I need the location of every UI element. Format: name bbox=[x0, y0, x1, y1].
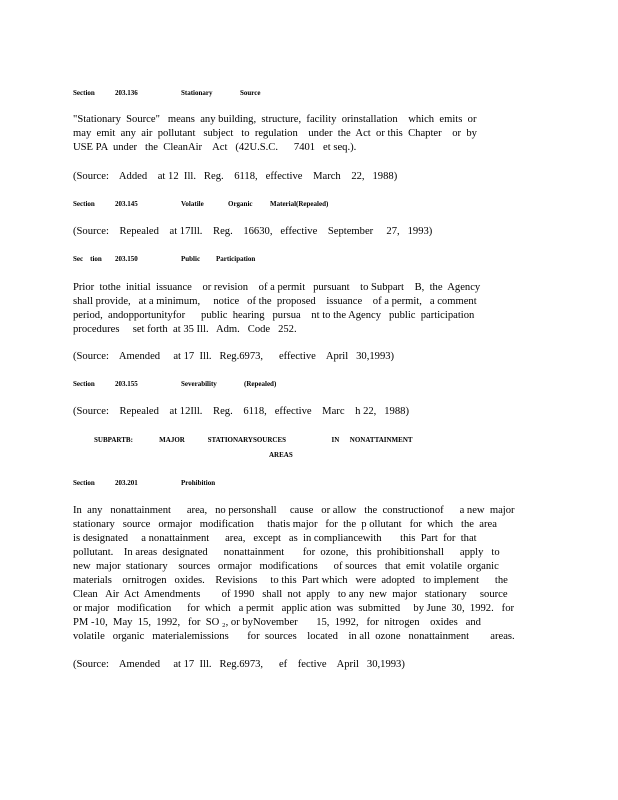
paragraph-line: period, andopportunityfor public hearing pursua nt to the Agency public participation bbox=[73, 310, 475, 321]
section-title-word: Public bbox=[181, 255, 201, 263]
section-number: 203.136 bbox=[115, 89, 138, 97]
section-number: 203.201 bbox=[115, 479, 138, 487]
section-title-word: (Repealed) bbox=[244, 380, 277, 388]
paragraph-line: new major stationary sources ormajor modifications of sources that emit volatile organic bbox=[73, 561, 499, 572]
section-title-word: Stationary bbox=[181, 89, 213, 97]
paragraph-line: Prior tothe initial issuance or revision of a permit pursuant to Subpart B, the Agency bbox=[73, 282, 481, 293]
source-note-203-201: (Source: Amended at 17 Ill. Reg.6973, ef fective April 30,1993) bbox=[73, 659, 405, 670]
section-title-word: Volatile bbox=[181, 200, 204, 208]
paragraph-line: In any nonattainment area, no personshall cause or allow the constructionof a new major bbox=[73, 505, 515, 516]
section-title-word: Material(Repealed) bbox=[270, 200, 329, 208]
paragraph-line: procedures set forth at 35 Ill. Adm. Code 252. bbox=[73, 324, 297, 335]
paragraph-line: PM -10, May 15, 1992, for SO ₂, or byNovember 15, 1992, for nitrogen oxides and bbox=[73, 617, 481, 628]
section-label: Section bbox=[73, 200, 95, 208]
section-number: 203.150 bbox=[115, 255, 138, 263]
paragraph-line: USE PA under the CleanAir Act (42U.S.C. 7401 et seq.). bbox=[73, 142, 357, 153]
paragraph-line: volatile organic materialemissions for sources located in all ozone nonattainment areas. bbox=[73, 631, 515, 642]
paragraph-line: or major modification for which a permit applic ation was submitted by June 30, 1992. for bbox=[73, 603, 515, 614]
paragraph-line: pollutant. In areas designated nonattainment for ozone, this prohibitionshall apply to bbox=[73, 547, 500, 558]
source-note-203-150: (Source: Amended at 17 Ill. Reg.6973, effective April 30,1993) bbox=[73, 351, 395, 362]
paragraph-line: "Stationary Source" means any building, structure, facility orinstallation which emits or bbox=[73, 114, 477, 125]
section-title-word: Prohibition bbox=[181, 479, 216, 487]
section-label: Sec tion bbox=[73, 255, 102, 263]
subpart-title-line: SUBPARTB: MAJOR STATIONARYSOURCES IN NONATTAINMENT bbox=[94, 436, 413, 444]
source-note-203-136: (Source: Added at 12 Ill. Reg. 6118, effective March 22, 1988) bbox=[73, 171, 398, 182]
paragraph-line: is designated a nonattainment area, except as in compliancewith this Part for that bbox=[73, 533, 477, 544]
subpart-title-line: AREAS bbox=[269, 451, 293, 459]
section-number: 203.155 bbox=[115, 380, 138, 388]
paragraph-line: materials ornitrogen oxides. Revisions to this Part which were adopted to implement the bbox=[73, 575, 508, 586]
paragraph-line: stationary source ormajor modification thatis major for the p ollutant for which the area bbox=[73, 519, 497, 530]
section-label: Section bbox=[73, 380, 95, 388]
section-title-word: Organic bbox=[228, 200, 253, 208]
section-number: 203.145 bbox=[115, 200, 138, 208]
section-label: Section bbox=[73, 89, 95, 97]
paragraph-line: Clean Air Act Amendments of 1990 shall not apply to any new major stationary source bbox=[73, 589, 508, 600]
paragraph-line: shall provide, at a minimum, notice of the proposed issuance of a permit, a comment bbox=[73, 296, 477, 307]
section-title-word: Source bbox=[240, 89, 261, 97]
section-title-word: Participation bbox=[216, 255, 256, 263]
paragraph-line: may emit any air pollutant subject to regulation under the Act or this Chapter or by bbox=[73, 128, 477, 139]
section-label: Section bbox=[73, 479, 95, 487]
source-note-203-145: (Source: Repealed at 17Ill. Reg. 16630, effective September 27, 1993) bbox=[73, 226, 433, 237]
section-title-word: Severability bbox=[181, 380, 217, 388]
source-note-203-155: (Source: Repealed at 12Ill. Reg. 6118, effective Marc h 22, 1988) bbox=[73, 406, 409, 417]
